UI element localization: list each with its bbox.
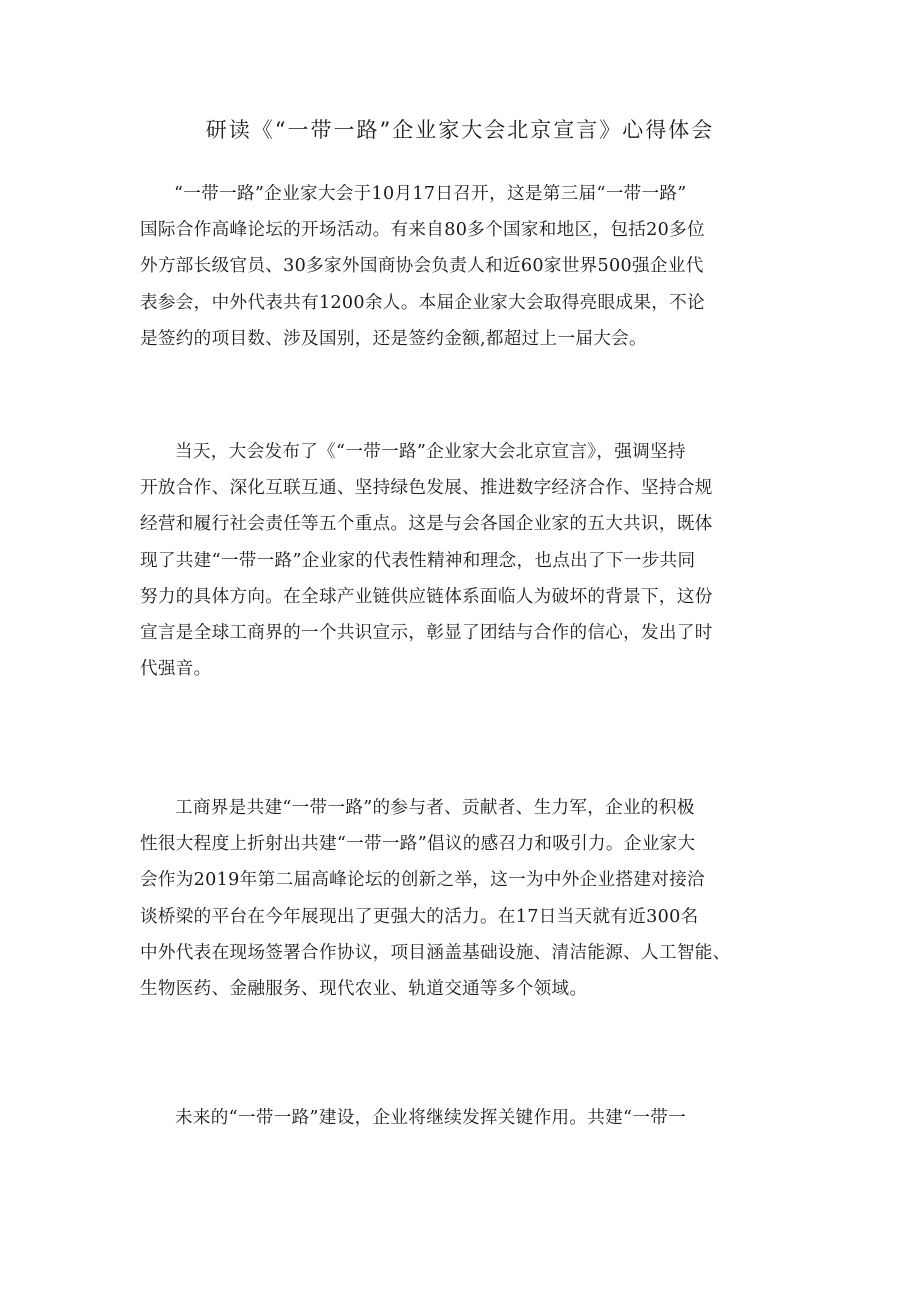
paragraph-line: 现了共建“一带一路”企业家的代表性精神和理念，也点出了下一步共同 xyxy=(140,550,696,571)
paragraph-2 xyxy=(140,434,780,687)
paragraph-line: 会作为2019年第二届高峰论坛的创新之举，这一为中外企业搭建对接洽 xyxy=(140,870,705,891)
paragraph-3 xyxy=(140,790,780,1007)
paragraph-line: 工商界是共建“一带一路”的参与者、贡献者、生力军，企业的积极 xyxy=(175,798,695,818)
paragraph-line: 未来的“一带一路”建设，企业将继续发挥关键作用。共建“一带一 xyxy=(175,1108,687,1128)
paragraph-line: 谈桥梁的平台在今年展现出了更强大的活力。在17日当天就有近300名 xyxy=(140,906,699,927)
paragraph-line: 经营和履行社会责任等五个重点。这是与会各国企业家的五大共识，既体 xyxy=(140,514,713,535)
paragraph-line: 中外代表在现场签署合作协议，项目涵盖基础设施、清洁能源、人工智能、 xyxy=(140,942,731,963)
paragraph-1 xyxy=(140,176,780,357)
paragraph-line: 国际合作高峰论坛的开场活动。有来自80多个国家和地区，包括20多位 xyxy=(140,220,705,241)
paragraph-line: 性很大程度上折射出共建“一带一路”倡议的感召力和吸引力。企业家大 xyxy=(140,834,696,855)
paragraph-line: 表参会，中外代表共有1200余人。本届企业家大会取得亮眼成果，不论 xyxy=(140,292,705,313)
paragraph-line: 代强音。 xyxy=(140,659,212,680)
paragraph-line: 外方部长级官员、30多家外国商协会负责人和近60家世界500强企业代 xyxy=(140,256,704,277)
paragraph-line: 生物医药、金融服务、现代农业、轨道交通等多个领域。 xyxy=(140,979,588,1000)
paragraph-line: 开放合作、深化互联互通、坚持绿色发展、推进数字经济合作、坚持合规 xyxy=(140,478,713,499)
document-title: 研读《“一带一路”企业家大会北京宣言》心得体会 xyxy=(205,118,715,142)
paragraph-line: 是签约的项目数、涉及国别，还是签约金额,都超过上一届大会。 xyxy=(140,328,647,349)
paragraph-4 xyxy=(140,1100,780,1136)
paragraph-line: 当天，大会发布了《“一带一路”企业家大会北京宣言》，强调坚持 xyxy=(175,442,686,462)
paragraph-line: 宣言是全球工商界的一个共识宣示，彰显了团结与合作的信心，发出了时 xyxy=(140,623,713,644)
paragraph-line: 努力的具体方向。在全球产业链供应链体系面临人为破坏的背景下，这份 xyxy=(140,586,713,607)
paragraph-line: “一带一路”企业家大会于10月17日召开，这是第三届“一带一路” xyxy=(174,184,687,204)
